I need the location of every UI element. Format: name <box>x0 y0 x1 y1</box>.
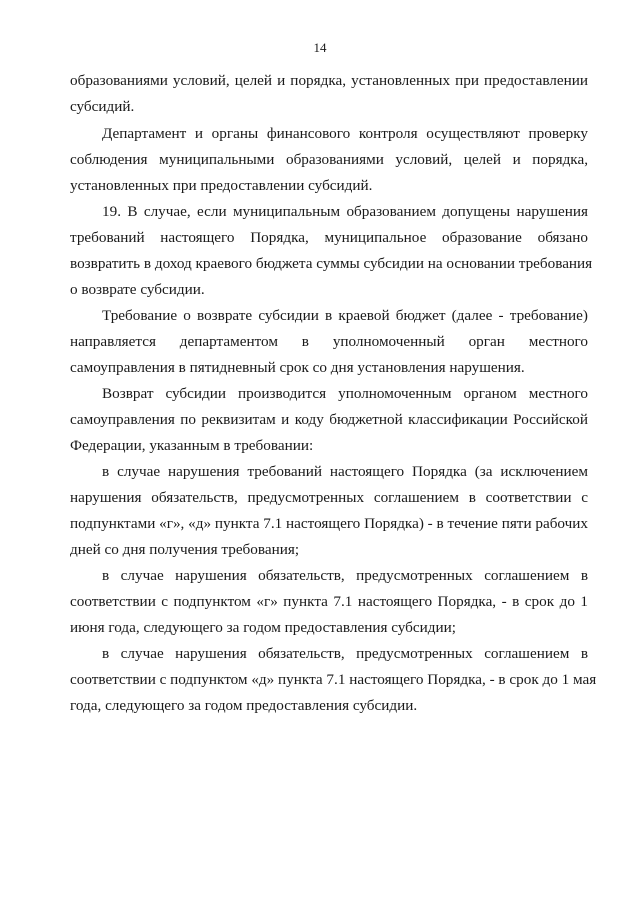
text-line: возвратить в доход краевого бюджета суммы субсидии на основании требования <box>70 255 593 272</box>
page-number: 14 <box>313 40 327 55</box>
text-line: Возврат субсидии производится уполномоченным органом местного <box>102 385 588 402</box>
text-line: самоуправления в пятидневный срок со дня установления нарушения. <box>70 359 525 376</box>
text-line: Федерации, указанным в требовании: <box>70 437 314 454</box>
paragraph-control-check <box>70 121 588 199</box>
text-line: самоуправления по реквизитам и коду бюджетной классификации Российской <box>70 411 588 428</box>
text-line: требований настоящего Порядка, муниципальное образование обязано <box>70 229 588 246</box>
text-line: года, следующего за годом предоставления субсидии. <box>70 697 418 714</box>
text-line: в случае нарушения требований настоящего Порядка (за исключением <box>102 463 588 480</box>
text-line: установленных при предоставлении субсидий. <box>70 177 373 194</box>
text-line: образованиями условий, целей и порядка, установленных при предоставлении <box>70 72 588 89</box>
paragraph-case-subpoint-g <box>70 563 588 641</box>
text-line: 19. В случае, если муниципальным образованием допущены нарушения <box>102 203 588 220</box>
text-line: соответствии с подпунктом «д» пункта 7.1 настоящего Порядка, - в срок до 1 мая <box>70 671 597 688</box>
paragraph-continuation <box>70 68 588 120</box>
paragraph-refund-procedure <box>70 381 588 459</box>
text-line: дней со дня получения требования; <box>70 541 300 558</box>
text-line: июня года, следующего за годом предоставления субсидии; <box>70 619 456 636</box>
paragraph-case-subpoint-d <box>70 641 597 719</box>
text-line: в случае нарушения обязательств, предусмотренных соглашением в <box>102 645 588 662</box>
paragraph-point-19 <box>70 199 593 303</box>
text-line: нарушения обязательств, предусмотренных соглашением в соответствии с <box>70 489 588 506</box>
paragraph-refund-demand <box>70 303 588 381</box>
text-line: соответствии с подпунктом «г» пункта 7.1 настоящего Порядка, - в срок до 1 <box>70 593 588 610</box>
text-line: субсидий. <box>70 98 135 115</box>
text-line: подпунктами «г», «д» пункта 7.1 настоящего Порядка) - в течение пяти рабочих <box>70 515 588 532</box>
text-line: направляется департаментом в уполномоченный орган местного <box>70 333 588 350</box>
paragraph-case-requirements <box>70 459 588 563</box>
text-line: Требование о возврате субсидии в краевой бюджет (далее - требование) <box>102 307 588 324</box>
text-line: о возврате субсидии. <box>70 281 205 298</box>
text-line: в случае нарушения обязательств, предусмотренных соглашением в <box>102 567 588 584</box>
text-line: соблюдения муниципальными образованиями условий, целей и порядка, <box>70 151 588 168</box>
text-line: Департамент и органы финансового контроля осуществляют проверку <box>102 125 588 142</box>
